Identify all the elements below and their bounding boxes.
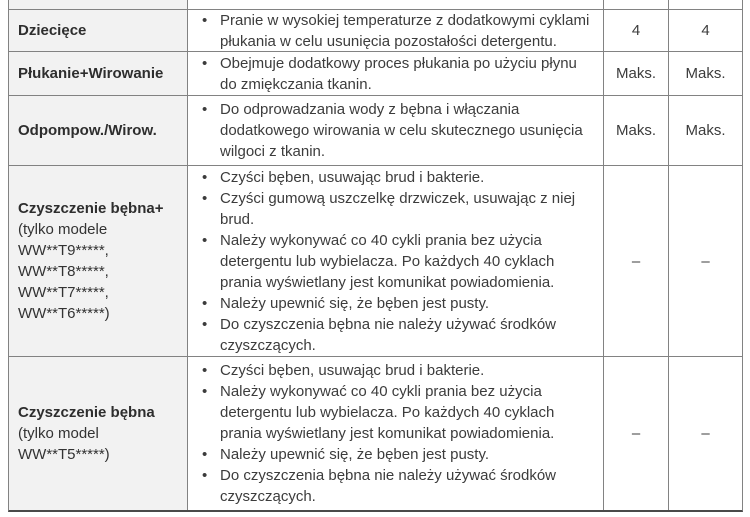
program-description-cell	[188, 357, 604, 510]
bullet-item: • Czyści gumową uszczelkę drzwiczek, usuwając z niej brud.	[200, 188, 593, 230]
bullet-item: • Pranie w wysokiej temperaturze z dodatkowymi cyklami płukania w celu usunięcia pozostałości detergentu.	[200, 10, 593, 52]
bullet-item: • Czyści bęben, usuwając brud i bakterie.	[200, 360, 593, 381]
value-cell-2: –	[701, 252, 710, 270]
program-label	[18, 120, 181, 141]
value-cell-1: –	[604, 357, 669, 510]
program-name-cell	[9, 166, 188, 356]
program-description-cell	[188, 52, 604, 95]
bullet-list	[200, 167, 593, 356]
program-name-cell	[9, 357, 188, 510]
program-name: Płukanie+Wirowanie	[18, 65, 164, 82]
value-cell-1: Maks.	[604, 96, 669, 165]
bullet-list	[200, 10, 593, 52]
bullet-list	[200, 360, 593, 507]
value-cell-1	[604, 0, 669, 9]
table-row	[9, 96, 742, 166]
bullet-item: • Należy wykonywać co 40 cykli prania bez użycia detergentu lub wybielacza. Po każdych 40 cyklach prania wyświetlany jest komunikat powiadomienia.	[200, 230, 593, 293]
program-name-cell	[9, 52, 188, 95]
table-row	[9, 52, 742, 96]
program-description-cell	[188, 0, 604, 9]
bullet-item: • Do czyszczenia bębna nie należy używać środków czyszczących.	[200, 465, 593, 507]
program-note: (tylko model WW**T5*****)	[18, 425, 110, 463]
value-cell-2	[669, 0, 742, 9]
table-row	[9, 357, 742, 510]
bullet-item: • Do czyszczenia bębna nie należy używać środków czyszczących.	[200, 314, 593, 356]
bullet-item: • Należy wykonywać co 40 cykli prania bez użycia detergentu lub wybielacza. Po każdych 40 cyklach prania wyświetlany jest komunikat powiadomienia.	[200, 381, 593, 444]
program-description-cell	[188, 10, 604, 51]
table-row	[9, 166, 742, 357]
program-description-cell	[188, 96, 604, 165]
program-name-cell	[9, 0, 188, 9]
bullet-item: • Czyści bęben, usuwając brud i bakterie.	[200, 167, 593, 188]
program-label	[18, 402, 181, 465]
value-cell-2: Maks.	[685, 122, 726, 139]
value-cell-2: 4	[701, 22, 710, 39]
value-cell-1: 4	[604, 10, 669, 51]
program-note: (tylko modele WW**T9*****, WW**T8*****, WW**T7*****, WW**T6*****)	[18, 221, 110, 322]
program-label	[18, 63, 181, 84]
value-cell-1: –	[604, 166, 669, 356]
bullet-list	[200, 53, 593, 95]
bullet-item: • Należy upewnić się, że bęben jest pusty.	[200, 293, 593, 314]
program-name: Odpompow./Wirow.	[18, 122, 157, 139]
bullet-list	[200, 99, 593, 162]
program-label	[18, 198, 181, 324]
program-name-cell	[9, 10, 188, 51]
table-row	[9, 10, 742, 52]
program-name: Czyszczenie bębna+	[18, 200, 164, 217]
program-name-cell	[9, 96, 188, 165]
program-name: Czyszczenie bębna	[18, 404, 155, 421]
table-row-clipped	[9, 0, 742, 10]
programs-table	[8, 0, 743, 512]
value-cell-2: –	[701, 425, 710, 442]
program-name: Dziecięce	[18, 22, 87, 39]
bullet-item: • Do odprowadzania wody z bębna i włączania dodatkowego wirowania w celu skutecznego usunięcia wilgoci z tkanin.	[200, 99, 593, 162]
value-cell-2: Maks.	[685, 65, 726, 82]
bullet-item: • Należy upewnić się, że bęben jest pusty.	[200, 444, 593, 465]
program-description-cell	[188, 166, 604, 356]
program-label	[18, 20, 181, 41]
table-body	[9, 10, 742, 510]
bullet-item: • Obejmuje dodatkowy proces płukania po użyciu płynu do zmiękczania tkanin.	[200, 53, 593, 95]
value-cell-1: Maks.	[604, 52, 669, 95]
